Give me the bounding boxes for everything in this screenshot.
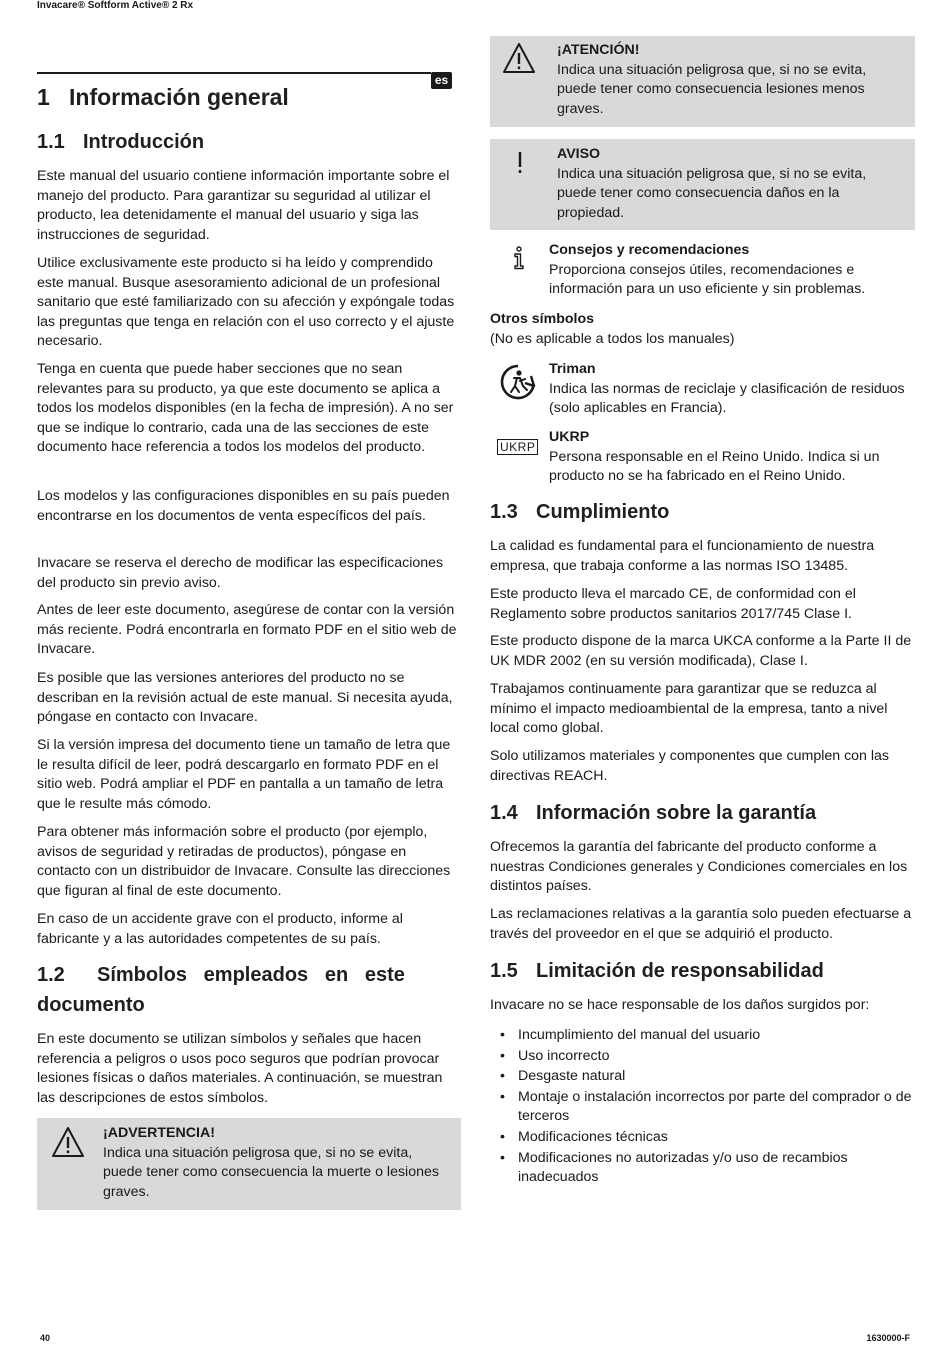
section-heading-1-3: [490, 497, 915, 527]
intro-paragraph: Es posible que las versiones anteriores del producto no se describan en la revisión actual de este manual. Si necesita ayuda, póngase en contacto con Invacare.: [37, 670, 453, 726]
page-number: 40: [40, 1333, 51, 1343]
warranty-paragraph: Las reclamaciones relativas a la garantía solo pueden efectuarse a través del proveedor en el que se adquirió el producto.: [490, 906, 912, 942]
ukrp-title: UKRP: [549, 429, 590, 445]
compliance-paragraph: Este producto dispone de la marca UKCA conforme a la Parte II de UK MDR 2002 (en su versión modificada), Clase I.: [490, 633, 912, 669]
ukrp-block: [490, 427, 915, 487]
symbols-intro-paragraph: En este documento se utilizan símbolos y señales que hacen referencia a peligros o usos poco seguros que podrían provocar lesiones físicas o daños materiales. A continuación, se muestran las descripciones de estos símbolos.: [37, 1031, 443, 1106]
caution-text: Indica una situación peligrosa que, si no se evita, puede tener como consecuencia lesiones menos graves.: [557, 61, 867, 117]
tips-block: [490, 240, 915, 300]
info-icon: [512, 246, 526, 270]
intro-paragraph: Tenga en cuenta que puede haber secciones que no sean relevantes para su producto, ya que este documento se aplica a todos los modelos disponibles (en la fecha de impresión). A no ser que se indique lo contrario, cada una de las secciones de este documento hace referencia a todos los modelos del producto.: [37, 361, 454, 456]
section-heading-1-4: [490, 798, 915, 828]
triman-recycling-icon: [498, 362, 538, 402]
notice-box: [490, 139, 915, 230]
notice-text: Indica una situación peligrosa que, si no se evita, puede tener como consecuencia daños en la propiedad.: [557, 165, 867, 221]
other-symbols-title: Otros símbolos: [490, 311, 595, 327]
chapter-title: Información general: [69, 84, 289, 110]
exclamation-icon: [516, 151, 524, 175]
list-item: • Modificaciones técnicas: [490, 1128, 915, 1148]
warning-text: Indica una situación peligrosa que, si no se evita, puede tener como consecuencia la muerte o lesiones graves.: [103, 1144, 439, 1200]
list-item: • Montaje o instalación incorrectos por parte del comprador o de terceros: [490, 1088, 915, 1127]
intro-paragraph: Utilice exclusivamente este producto si ha leído y comprendido este manual. Busque asesoramiento adicional de un profesional sanitario que esté familiarizado con su afección y expóngale todas las preguntas que tenga en relación con el uso correcto y el ajuste necesario.: [37, 255, 455, 350]
intro-paragraph: Para obtener más información sobre el producto (por ejemplo, avisos de seguridad y retiradas de productos), póngase en contacto con un distribuidor de Invacare. Consulte las direcciones que figuran al final de este documento.: [37, 824, 451, 899]
tips-text: Proporciona consejos útiles, recomendaciones e información para un uso eficiente y sin problemas.: [549, 261, 866, 298]
section-number: 1.2: [37, 964, 65, 986]
warning-triangle-icon: [51, 1126, 85, 1158]
intro-paragraph: Invacare se reserva el derecho de modificar las especificaciones del producto sin previo aviso.: [37, 555, 444, 591]
chapter-heading: [37, 84, 461, 111]
other-symbols-note: (No es aplicable a todos los manuales): [490, 330, 735, 347]
liability-list: [490, 1026, 915, 1189]
compliance-paragraph: Trabajamos continuamente para garantizar que se reduzca al mínimo el impacto medioambiental de la empresa, tanto a nivel local como global.: [490, 681, 888, 737]
ukrp-text: Persona responsable en el Reino Unido. Indica si un producto no se ha fabricado en el Reino Unido.: [549, 448, 880, 485]
list-item: • Uso incorrecto: [490, 1047, 915, 1067]
section-title: Cumplimiento: [536, 501, 670, 523]
triman-block: [490, 359, 915, 419]
running-header-title: Invacare® Softform Active® 2 Rx: [37, 0, 194, 11]
liability-intro: Invacare no se hace responsable de los daños surgidos por:: [490, 997, 870, 1013]
section-heading-1-5: [490, 956, 915, 986]
section-number: 1.5: [490, 960, 518, 982]
language-badge: es: [431, 72, 452, 89]
section-title: Introducción: [83, 131, 205, 153]
intro-paragraph: Los modelos y las configuraciones disponibles en su país pueden encontrarse en los documentos de venta específicos del país.: [37, 488, 450, 524]
section-title-line: Símbolos empleados en este: [97, 964, 405, 986]
section-heading-1-2: [37, 960, 461, 1020]
intro-paragraph: Si la versión impresa del documento tiene un tamaño de letra que le resulta difícil de leer, podrá descargarlo en formato PDF en el sitio web. Podrá ampliar el PDF en pantalla a un tamaño de letra que le resulte más cómodo.: [37, 737, 451, 812]
chapter-number: 1: [37, 84, 50, 110]
chapter-rule: [37, 72, 431, 74]
compliance-paragraph: Este producto lleva el marcado CE, de conformidad con el Reglamento sobre productos sanitarios 2017/745 Clase I.: [490, 586, 856, 622]
caution-triangle-icon: [502, 42, 536, 74]
section-number: 1.3: [490, 501, 518, 523]
other-symbols-block: [490, 310, 915, 349]
caution-box: [490, 36, 915, 127]
section-number: 1.1: [37, 131, 65, 153]
tips-title: Consejos y recomendaciones: [549, 242, 750, 258]
intro-paragraph: En caso de un accidente grave con el producto, informe al fabricante y a las autoridades competentes de su país.: [37, 911, 403, 947]
list-item: • Modificaciones no autorizadas y/o uso de recambios inadecuados: [490, 1149, 915, 1188]
warning-box: [37, 1118, 461, 1210]
document-code: 1630000-F: [866, 1333, 910, 1343]
compliance-paragraph: Solo utilizamos materiales y componentes que cumplen con las directivas REACH.: [490, 748, 890, 784]
section-number: 1.4: [490, 802, 518, 824]
triman-title: Triman: [549, 361, 596, 377]
warranty-paragraph: Ofrecemos la garantía del fabricante del producto conforme a nuestras Condiciones generales y Condiciones comerciales en los distintos países.: [490, 839, 908, 895]
compliance-paragraph: La calidad es fundamental para el funcionamiento de nuestra empresa, que trabaja conforme a las normas ISO 13485.: [490, 538, 875, 574]
section-heading-1-1: [37, 127, 461, 157]
ukrp-badge-icon: UKRP: [497, 439, 538, 455]
list-item: • Desgaste natural: [490, 1067, 915, 1087]
intro-paragraph: Este manual del usuario contiene información importante sobre el manejo del producto. Para garantizar su seguridad al utilizar el producto, lea detenidamente el manual del usuario y siga las instrucciones de seguridad.: [37, 168, 450, 243]
intro-paragraph: Antes de leer este documento, asegúrese de contar con la versión más reciente. Podrá encontrarla en formato PDF en el sitio web de Invacare.: [37, 602, 457, 658]
list-item: • Incumplimiento del manual del usuario: [490, 1026, 915, 1046]
caution-title: ¡ATENCIÓN!: [557, 42, 640, 58]
warning-title: ¡ADVERTENCIA!: [103, 1125, 215, 1141]
section-title: Limitación de responsabilidad: [536, 960, 824, 982]
triman-text: Indica las normas de reciclaje y clasificación de residuos (solo aplicables en Francia).: [549, 380, 905, 417]
section-title: Información sobre la garantía: [536, 802, 817, 824]
section-title-line: documento: [37, 994, 145, 1016]
notice-title: AVISO: [557, 146, 601, 162]
